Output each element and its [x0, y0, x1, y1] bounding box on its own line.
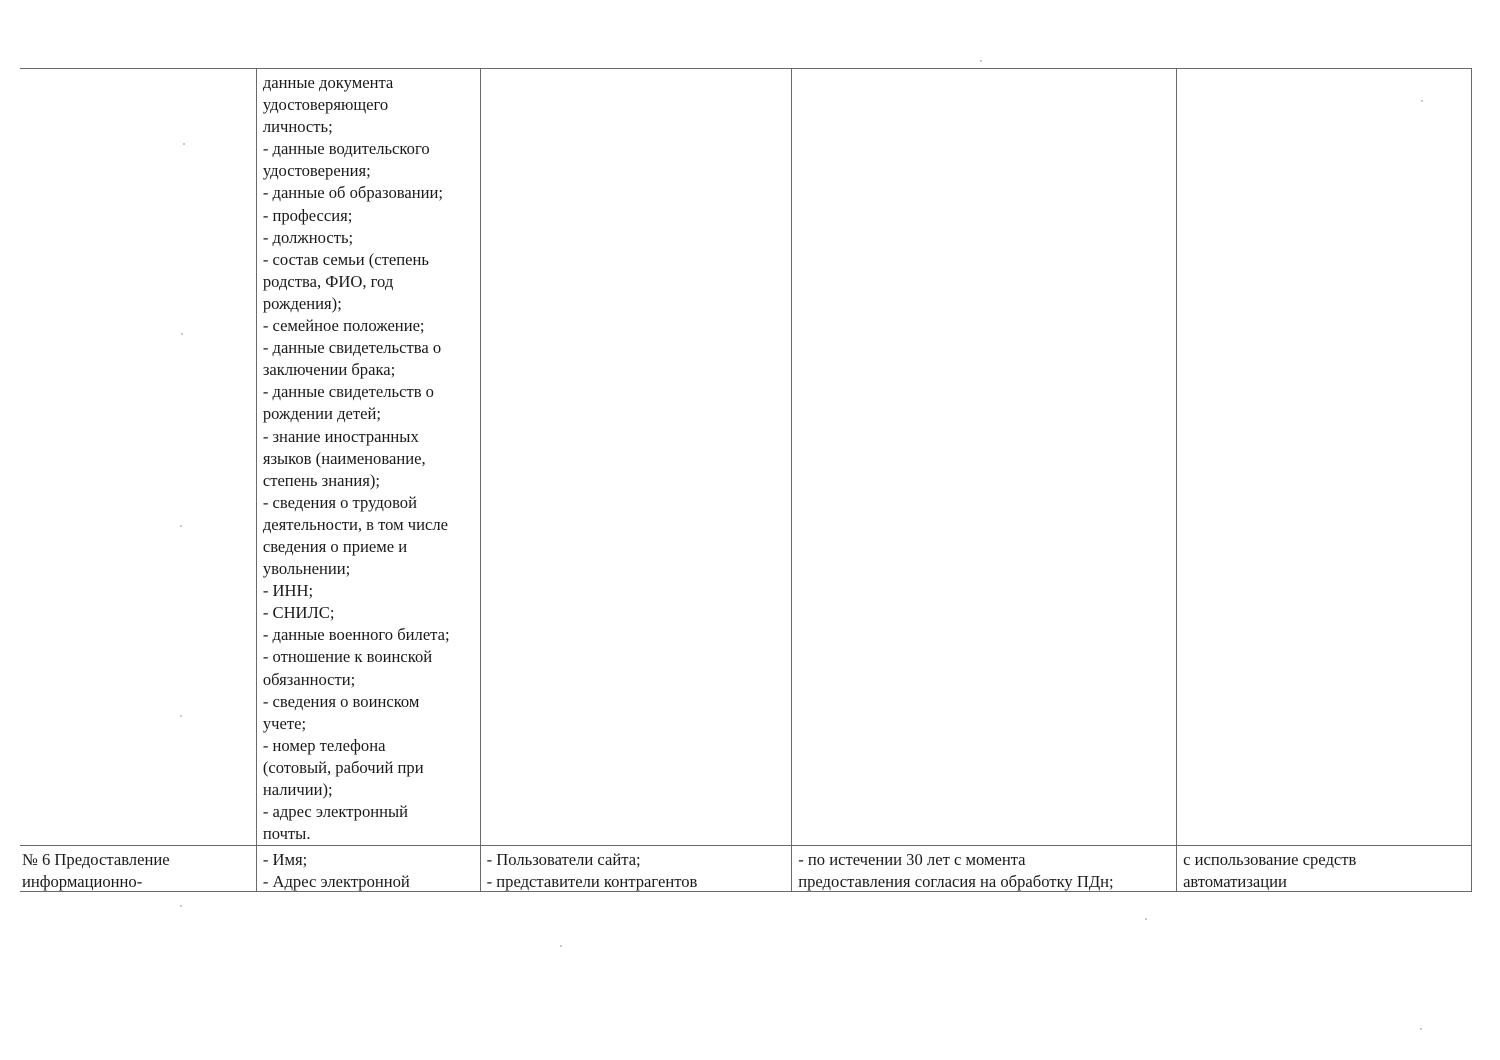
subjects-line: - представители контрагентов: [486, 872, 698, 892]
personal-data-item: - профессия;: [262, 205, 353, 225]
table-row: [20, 846, 1472, 892]
personal-data-item: родства, ФИО, год: [262, 271, 394, 291]
scan-speck: [183, 143, 185, 145]
table-row: [20, 69, 1472, 846]
personal-data-item: рождения);: [262, 293, 342, 313]
personal-data-item: - должность;: [262, 227, 354, 247]
method-cell: [1177, 846, 1472, 892]
personal-data-item: - сведения о воинском: [262, 691, 420, 711]
personal-data-list-cell: [256, 69, 480, 846]
scan-speck: [181, 333, 183, 335]
personal-data-item: - данные водительского: [262, 139, 430, 159]
data-line: - Имя;: [262, 850, 308, 870]
personal-data-item: - семейное положение;: [262, 316, 425, 336]
purpose-cell: [20, 846, 256, 892]
term-line: - по истечении 30 лет с момента: [798, 850, 1026, 870]
personal-data-item: удостоверения;: [262, 161, 371, 181]
method-line: автоматизации: [1183, 872, 1287, 892]
personal-data-item: деятельности, в том числе: [262, 514, 449, 534]
personal-data-item: учете;: [262, 713, 307, 733]
personal-data-item: сведения о приеме и: [262, 536, 408, 556]
personal-data-item: - номер телефона: [262, 735, 386, 755]
personal-data-item: (сотовый, рабочий при: [262, 757, 424, 777]
purpose-line: № 6 Предоставление: [22, 850, 170, 870]
personal-data-item: - СНИЛС;: [262, 603, 335, 623]
personal-data-table: [20, 68, 1472, 892]
personal-data-item: удостоверяющего: [262, 95, 389, 115]
scan-speck: [980, 60, 982, 62]
personal-data-item: степень знания);: [262, 470, 380, 490]
personal-data-item: наличии);: [262, 780, 333, 799]
personal-data-item: - данные военного билета;: [262, 625, 450, 645]
scan-speck: [560, 945, 562, 947]
personal-data-item: данные документа: [262, 73, 394, 92]
personal-data-item: - отношение к воинской: [262, 647, 433, 667]
personal-data-item: - данные свидетельства о: [262, 338, 442, 358]
personal-data-item: заключении брака;: [262, 360, 396, 380]
purpose-cell-empty: [20, 69, 256, 846]
personal-data-item: почты.: [262, 824, 311, 844]
method-line: с использование средств: [1183, 850, 1357, 870]
personal-data-item: личность;: [262, 117, 333, 137]
personal-data-item: рождении детей;: [262, 404, 381, 424]
personal-data-item: - данные об образовании;: [262, 183, 444, 203]
personal-data-item: обязанности;: [262, 669, 356, 689]
subjects-cell: [480, 846, 792, 892]
personal-data-item: - знание иностранных: [262, 426, 419, 446]
scan-speck: [180, 525, 182, 527]
personal-data-item: увольнении;: [262, 559, 351, 579]
scan-speck: [1421, 100, 1423, 102]
scan-speck: [1420, 1028, 1422, 1030]
term-cell: [792, 846, 1177, 892]
personal-data-item: языков (наименование,: [262, 448, 426, 468]
personal-data-item: - данные свидетельств о: [262, 382, 434, 402]
subjects-cell-empty: [480, 69, 792, 846]
term-line: предоставления согласия на обработку ПДн;: [798, 872, 1114, 892]
data-line: - Адрес электронной: [262, 872, 410, 892]
personal-data-item: - состав семьи (степень: [262, 249, 429, 269]
term-cell-empty: [792, 69, 1177, 846]
method-cell-empty: [1177, 69, 1472, 846]
scan-speck: [1145, 918, 1147, 920]
scan-speck: [180, 905, 182, 907]
personal-data-item: - ИНН;: [262, 581, 314, 601]
subjects-line: - Пользователи сайта;: [486, 850, 641, 870]
data-cell: [256, 846, 480, 892]
personal-data-item: - адрес электронный: [262, 802, 409, 822]
purpose-line: информационно-: [22, 872, 143, 892]
personal-data-list: [263, 72, 474, 845]
personal-data-item: - сведения о трудовой: [262, 492, 417, 512]
scan-speck: [180, 715, 182, 717]
